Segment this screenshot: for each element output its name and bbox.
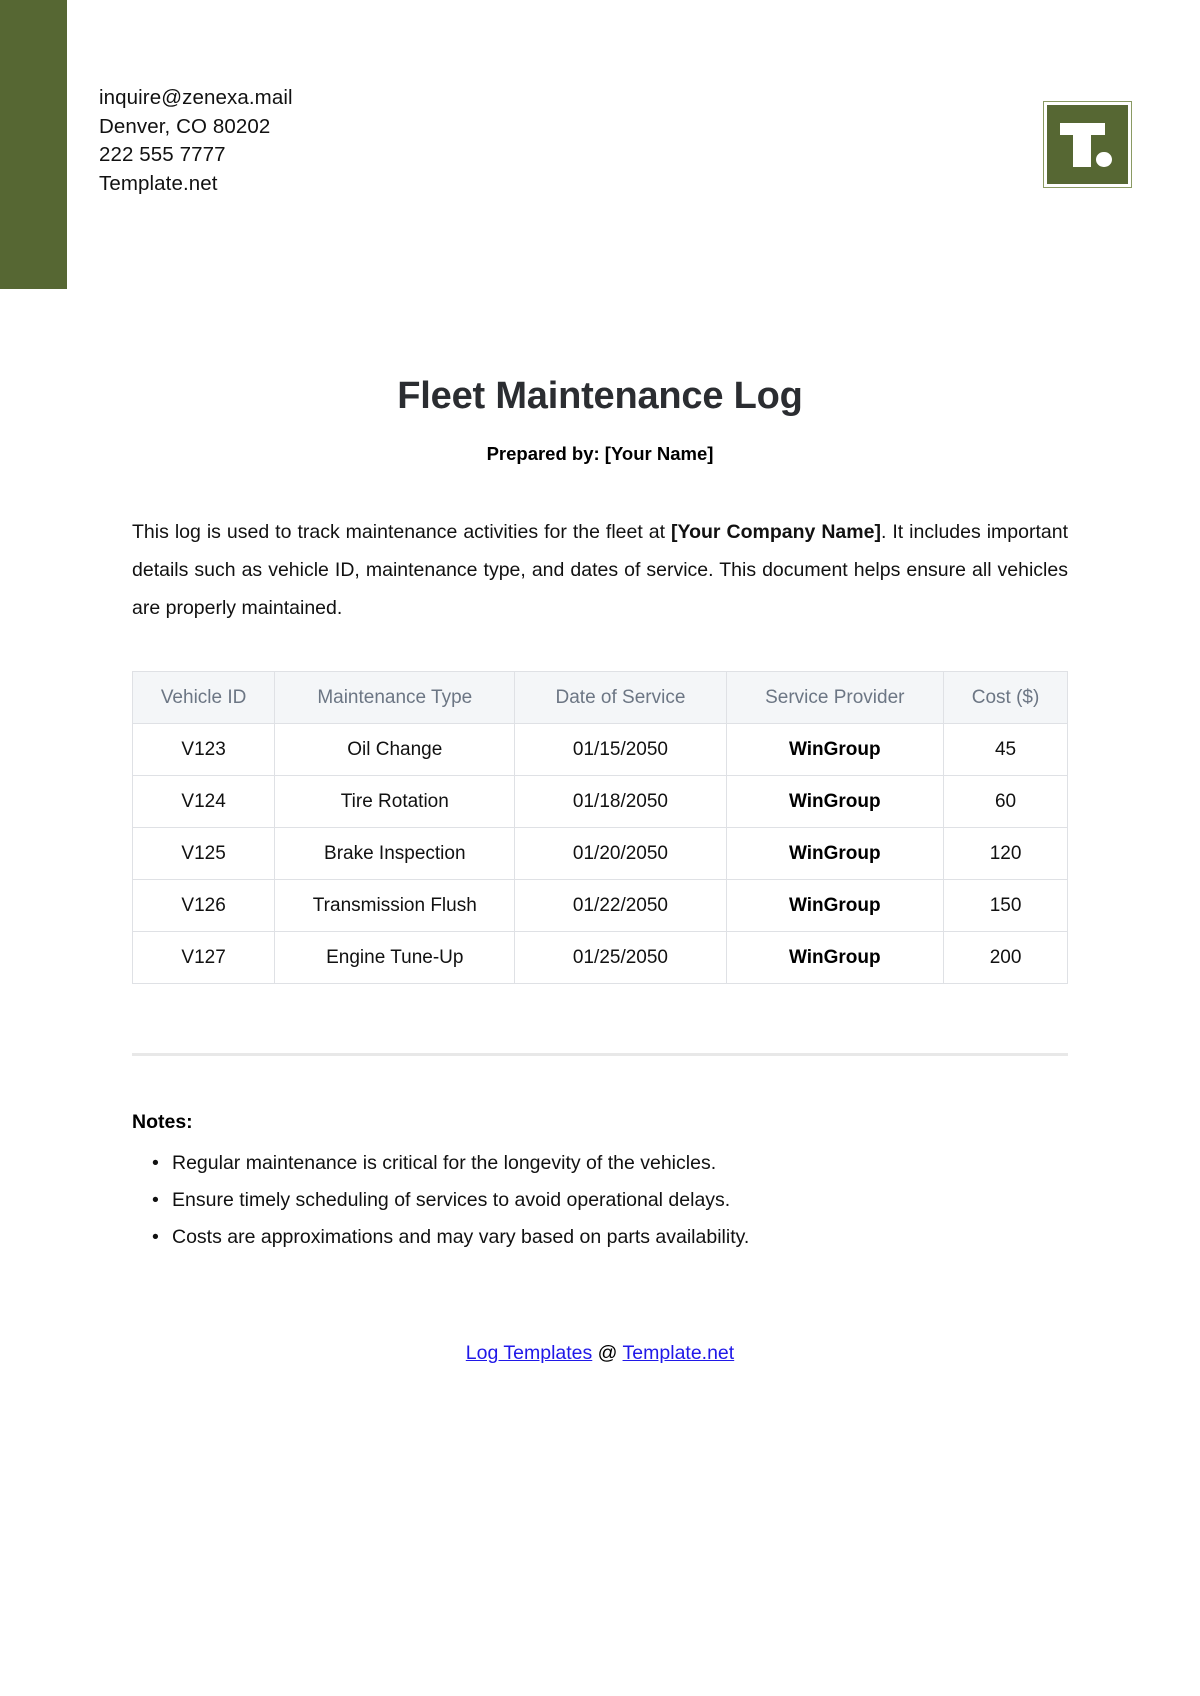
contact-info-block xyxy=(99,84,293,198)
document-footer xyxy=(132,1256,1068,1366)
accent-bar xyxy=(0,0,67,289)
cell-vehicle-id: V127 xyxy=(133,932,275,984)
table-body xyxy=(133,724,1068,984)
cell-cost: 120 xyxy=(944,828,1068,880)
template-net-logo-icon xyxy=(1043,101,1132,188)
notes-title: Notes: xyxy=(132,1111,193,1133)
contact-phone: 222 555 7777 xyxy=(99,143,226,166)
column-header-maintenance-type: Maintenance Type xyxy=(275,672,515,724)
notes-list xyxy=(132,1135,1068,1256)
company-name-placeholder: [Your Company Name] xyxy=(671,521,881,543)
prepared-by-line: Prepared by: [Your Name] xyxy=(486,443,714,464)
cell-date-of-service: 01/22/2050 xyxy=(515,880,726,932)
contact-address: Denver, CO 80202 xyxy=(99,114,271,138)
cell-vehicle-id: V126 xyxy=(133,880,275,932)
contact-email: inquire@zenexa.mail xyxy=(99,86,293,109)
table-row xyxy=(133,880,1068,932)
maintenance-log-table xyxy=(132,671,1068,984)
cell-date-of-service: 01/15/2050 xyxy=(515,724,726,776)
table-header xyxy=(133,672,1068,724)
cell-vehicle-id: V124 xyxy=(133,776,275,828)
cell-maintenance-type: Oil Change xyxy=(275,724,515,776)
cell-date-of-service: 01/25/2050 xyxy=(515,932,726,984)
cell-service-provider: WinGroup xyxy=(726,724,944,776)
page-title: Fleet Maintenance Log xyxy=(397,375,803,417)
cell-maintenance-type: Tire Rotation xyxy=(275,776,515,828)
cell-service-provider: WinGroup xyxy=(726,828,944,880)
footer-separator: @ xyxy=(592,1342,623,1364)
cell-service-provider: WinGroup xyxy=(726,880,944,932)
cell-cost: 200 xyxy=(944,932,1068,984)
logo-letter-t-stem xyxy=(1073,123,1091,166)
notes-section xyxy=(132,1056,1068,1256)
cell-maintenance-type: Engine Tune-Up xyxy=(275,932,515,984)
intro-text-part2: . It includes important details such as vehicle ID, maintenance type, and dates of service. This document helps ensure all vehicles are properly maintained. xyxy=(132,521,1069,619)
cell-cost: 150 xyxy=(944,880,1068,932)
cell-maintenance-type: Brake Inspection xyxy=(275,828,515,880)
template-net-link[interactable]: Template.net xyxy=(622,1342,735,1364)
table-row xyxy=(133,932,1068,984)
cell-date-of-service: 01/18/2050 xyxy=(515,776,726,828)
list-item: • Regular maintenance is critical for the longevity of the vehicles. xyxy=(132,1145,1068,1182)
column-header-vehicle-id: Vehicle ID xyxy=(133,672,275,724)
table-row xyxy=(133,724,1068,776)
contact-website: Template.net xyxy=(99,171,218,195)
maintenance-table-wrapper xyxy=(132,627,1068,984)
cell-service-provider: WinGroup xyxy=(726,932,944,984)
table-row xyxy=(133,828,1068,880)
list-item: • Costs are approximations and may vary based on parts availability. xyxy=(132,1219,1068,1256)
cell-maintenance-type: Transmission Flush xyxy=(275,880,515,932)
column-header-date-of-service: Date of Service xyxy=(515,672,726,724)
table-row xyxy=(133,776,1068,828)
column-header-service-provider: Service Provider xyxy=(726,672,944,724)
cell-vehicle-id: V123 xyxy=(133,724,275,776)
intro-paragraph xyxy=(132,466,1068,627)
logo-period-dot xyxy=(1096,152,1111,167)
document-header xyxy=(0,0,1200,289)
intro-text-part1: This log is used to track maintenance activities for the fleet at xyxy=(132,521,672,543)
logo-square xyxy=(1047,105,1128,184)
cell-service-provider: WinGroup xyxy=(726,776,944,828)
table-header-row xyxy=(133,672,1068,724)
cell-cost: 45 xyxy=(944,724,1068,776)
cell-vehicle-id: V125 xyxy=(133,828,275,880)
cell-cost: 60 xyxy=(944,776,1068,828)
column-header-cost: Cost ($) xyxy=(944,672,1068,724)
list-item: • Ensure timely scheduling of services to avoid operational delays. xyxy=(132,1182,1068,1219)
document-body xyxy=(0,289,1200,1366)
log-templates-link[interactable]: Log Templates xyxy=(465,1342,593,1364)
cell-date-of-service: 01/20/2050 xyxy=(515,828,726,880)
